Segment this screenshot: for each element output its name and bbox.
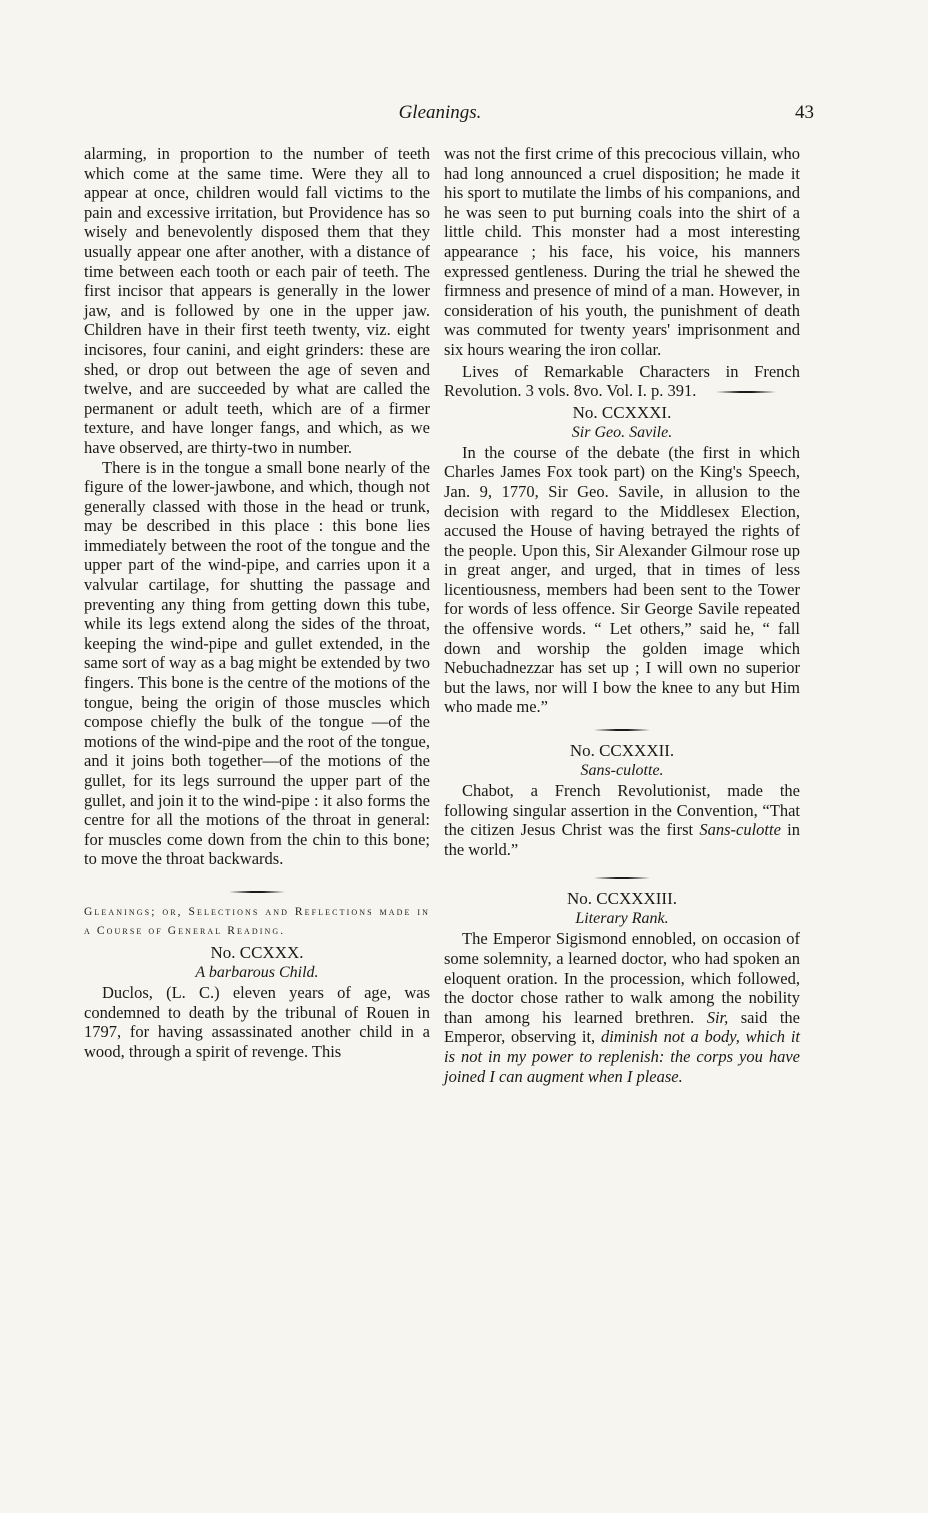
article-number: No. CCXXXI.	[572, 402, 672, 422]
italic-term: Sans-culotte	[699, 820, 781, 840]
source-citation	[444, 362, 800, 401]
italic-quote: diminish not a body, which it is not in my power to replenish: the corps you have joined I can augment when I please.	[444, 1027, 801, 1086]
article-title: Sans-culotte.	[580, 762, 664, 780]
inline-divider	[716, 391, 776, 393]
article-number: No. CCXXXIII.	[566, 889, 678, 909]
text-run: The Emperor Sigismond ennobled, on occasion of some solemnity, a learned doctor, who had spoken an eloquent oration. In the procession, which followed, the doctor chose rather to walk among the nobility than among his learned brethren.	[444, 929, 800, 1027]
article-number: No. CCXXX.	[210, 942, 304, 962]
paragraph-tongue-bone: There is in the tongue a small bone nearly of the figure of the lower-jawbone, and which, though not generally classed with those in the head or trunk, may be described in this place : this bone lies immediately between the root of the tongue and the upper part of the wind-pipe, and carries upon it a valvular cartilage, for shutting the passage and preventing any thing from getting down this tube, while its legs extend along the sides of the throat, keeping the wind-pipe and gullet extended, in the same sort of way as a bag might be extended by two fingers. This bone is the centre of the motions of the tongue, being the origin of those muscles which compose chiefly the bulk of the tongue —of the motions of the wind-pipe and the root of the tongue, and it joins both together—of the motions of the gullet, for its legs surround the upper part of the gullet, and join it to the wind-pipe : it also forms the centre for all the motions of the throat in general: for muscles come down from the chin to this bone; to move the throat backwards.	[84, 457, 430, 869]
article-title: Sir Geo. Savile.	[571, 423, 673, 441]
article-text: Duclos, (L. C.) eleven years of age, was condemned to death by the tribunal of Rouen in 1797, for having assassinated another child in a wood, through a spirit of revenge. This	[84, 982, 430, 1061]
article-title: A barbarous Child.	[195, 963, 319, 981]
left-column	[84, 144, 430, 1061]
running-title: Gleanings.	[398, 102, 482, 123]
italic-term: Sir,	[706, 1007, 729, 1027]
article-number: No. CCXXXII.	[569, 741, 675, 761]
series-title: Gleanings; or, Selections and Reflections made in a Course of General Reading.	[84, 905, 430, 937]
paragraph-teeth: alarming, in proportion to the number of teeth which come at the same time. Were they all to appear at once, children would fall victims to the pain and excessive irritation, but Providence has so wisely and benevolently disposed them that they usually appear one after another, with a distance of time between each tooth or each pair of teeth. The first incisor that appears is generally in the lower jaw, and is followed by one in the upper jaw. Children have in their first teeth twenty, viz. eight incisores, four canini, and eight grinders: these are shed, or drop out between the age of seven and twelve, and are succeeded by what are called the permanent or adult teeth, which are of a firmer texture, and have longer fangs, and which, as we have observed, are thirty-two in number.	[84, 144, 430, 457]
right-column	[444, 144, 800, 1086]
article-title: Literary Rank.	[575, 910, 669, 928]
page-number: 43	[795, 102, 814, 123]
section-divider	[229, 891, 285, 893]
text-run: Chabot, a French Revolutionist, made the following singular assertion in the Convention, “That the citizen Jesus Christ was the first	[444, 781, 800, 840]
text-run: in the world.”	[444, 820, 800, 859]
source-text: Lives of Remarkable Characters in French Revolution. 3 vols. 8vo. Vol. I. p. 391.	[444, 361, 800, 401]
paragraph-continued: was not the first crime of this precocious villain, who had long announced a cruel disposition; he made it his sport to mutilate the limbs of his companions, and he was seen to put burning coals into the shirt of a little child. This monster had a most interesting appearance ; his face, his voice, his manners expressed gentleness. During the trial he shewed the firmness and presence of mind of a man. However, in consideration of his youth, the punishment of death was commuted for twenty years' imprisonment and six hours wearing the iron collar.	[444, 144, 800, 359]
running-head	[80, 100, 814, 126]
text-run: said the Emperor, observing it,	[444, 1007, 800, 1047]
article-text	[444, 781, 800, 859]
article-divider	[594, 877, 650, 879]
article-text: In the course of the debate (the first in which Charles James Fox took part) on the King's Speech, Jan. 9, 1770, Sir Geo. Savile, in allusion to the decision with regard to the Middlesex Election, accused the House of having betrayed the rights of the people. Upon this, Sir Alexander Gilmour rose up in great anger, and urged, that in times of less licentiousness, members had been sent to the Tower for words of less offence. Sir George Savile repeated the offensive words. “ Let others,” said he, “ fall down and worship the golden image which Nebuchadnezzar has set up ; I will own no superior but the laws, nor will I bow the knee to any but Him who made me.”	[444, 442, 800, 717]
article-text	[444, 929, 800, 1086]
article-divider	[594, 729, 650, 731]
